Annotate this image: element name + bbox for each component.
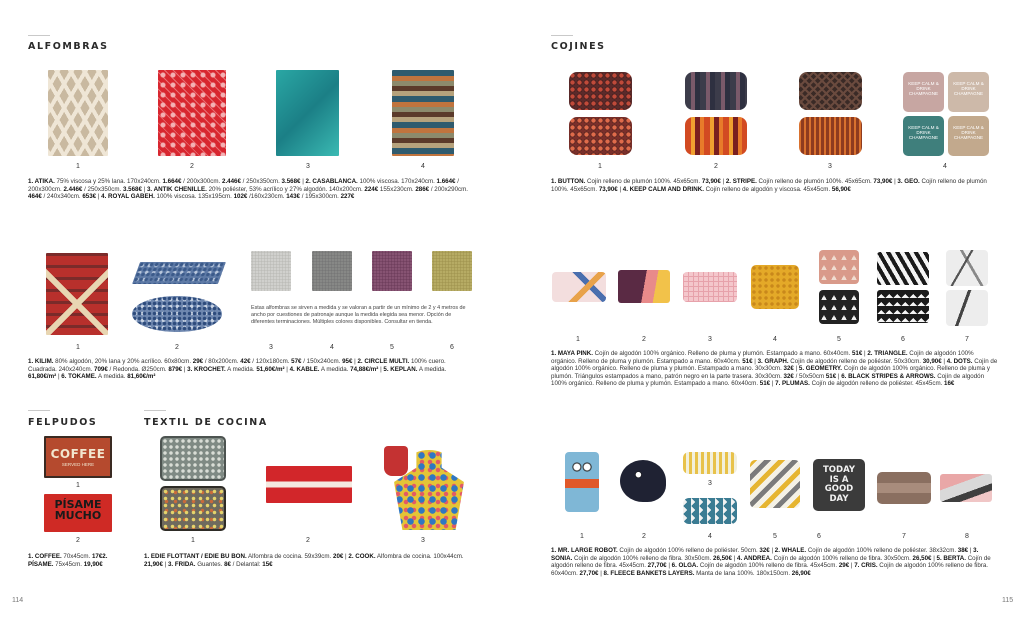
description-text-run: | xyxy=(968,547,974,554)
description-text-run: | xyxy=(598,569,604,577)
description-text-run: 70x45cm. xyxy=(61,553,92,560)
description-text-run: A medida. xyxy=(319,365,351,373)
fleece-blanket-layers-image xyxy=(940,474,992,502)
description-bold-run: 1.664€ xyxy=(162,178,182,185)
rug-krochet-swatch xyxy=(251,251,291,291)
item-number: 3 xyxy=(708,336,712,343)
description-bold-run: 3. KROCHET. xyxy=(187,365,226,373)
description-text-run: Cojín de algodón relleno de poliéster. 50x30cm. xyxy=(788,357,923,365)
item-number: 1 xyxy=(76,482,80,489)
description-bold-run: 38€ xyxy=(957,547,969,554)
item-number: 5 xyxy=(837,336,841,343)
description-text-run: Cojín de algodón 100% orgánico. Relleno de pluma y plumón. Estampado a mano. 30x30cm. xyxy=(551,357,998,373)
description-text-run: | xyxy=(343,553,349,560)
description-bold-run: 4. KABLE. xyxy=(289,365,320,373)
description-bold-run: 16€ xyxy=(944,380,955,388)
description-bold-run: 2. WHALE. xyxy=(774,547,807,554)
cushion-whale-image xyxy=(620,460,666,502)
description-text-run: Cojín de algodón 100% relleno de fibra. 60x40cm. xyxy=(551,562,988,577)
cushion-geometry-bottom-image xyxy=(819,290,859,324)
kitchen-rug-cook-image xyxy=(266,466,352,503)
custom-size-note: Estas alfombras se sirven a medida y se valoran a partir de un mínimo de 2 y 4 metros de ancho por cuestiones de patronaje aunque la medida elegida sea menor. Opción de diferentes terminaciones. Múltiples colores disponibles. Consultar en tienda. xyxy=(251,305,466,325)
description-text-run: Cojín relleno de plumón 100%. 45x65cm. xyxy=(551,178,987,193)
description-bold-run: 26,90€ xyxy=(791,569,811,577)
description-bold-run: 2. PÍSAME. xyxy=(28,553,108,568)
description-text-run: Alfombra de cocina. 100x44cm. xyxy=(375,553,464,560)
item-number: 6 xyxy=(817,533,821,540)
section-title-cojines: COJINES xyxy=(551,41,606,52)
description-text-run: Cojín de algodón 100% relleno de poliéster. 38x32cm. xyxy=(806,547,958,554)
description-bold-run: 4. KEEP CALM AND DRINK. xyxy=(622,185,704,193)
section-title-textil-de-cocina: TEXTIL DE COCINA xyxy=(144,417,268,428)
description-bold-run: 30,90€ xyxy=(922,357,942,365)
section-rule xyxy=(28,410,50,411)
description-text-run: 155x230cm. xyxy=(378,185,416,193)
cushion-geometry-top-image xyxy=(819,250,859,284)
item-number: 2 xyxy=(76,537,80,544)
cushion-triangle-image xyxy=(618,270,670,303)
section-rule xyxy=(28,35,50,36)
description-text-run: Cojín de algodón 100% orgánico. Relleno de pluma y plumón. Estampado a mano. 60x40cm. xyxy=(551,372,985,388)
description-text-run: 20% poliéster, 53% acrílico y 27% algodón. 140x200cm. xyxy=(206,185,365,193)
description-text-run: | xyxy=(836,372,842,380)
cushion-keep-calm-2-image: KEEP CALM & DRINK CHAMPAGNE xyxy=(948,72,989,112)
description-bold-run: 7. CRIS. xyxy=(854,562,878,570)
item-number: 2 xyxy=(642,533,646,540)
description-bold-run: 7. PLUMAS. xyxy=(775,380,810,388)
cushion-robot-image xyxy=(565,452,599,512)
item-number: 3 xyxy=(269,344,273,351)
item-number: 8 xyxy=(965,533,969,540)
description-text-run: Cojín de algodón 100% orgánico. Relleno de pluma y plumón. Estampado a mano. 60x40cm. xyxy=(551,350,974,365)
description-bold-run: 51€ xyxy=(742,357,753,365)
cushion-andrea-image xyxy=(683,498,737,524)
description-text-run: | xyxy=(141,185,147,193)
description-bold-run: 73,90€ xyxy=(701,178,721,185)
description-text-run: | xyxy=(862,350,868,357)
item-number: 1 xyxy=(191,537,195,544)
description-bold-run: 6. BLACK STRIPES & ARROWS. xyxy=(841,372,936,380)
description-bold-run: 4. DOTS. xyxy=(946,357,973,365)
cushion-button-bottom-image xyxy=(569,117,632,155)
section-title-alfombras: ALFOMBRAS xyxy=(28,41,109,52)
description-bold-run: 32€ xyxy=(783,365,794,373)
rug-tokame-swatch xyxy=(432,251,472,291)
description-text-run: Cojín relleno de algodón y viscosa. 45x45cm. xyxy=(703,185,832,193)
rug-keplan-swatch xyxy=(372,251,412,291)
description-text-run: | xyxy=(378,365,384,373)
description-bold-run: 143€ xyxy=(286,193,300,201)
description-text-run: | xyxy=(96,193,102,201)
description-text-run: | xyxy=(182,365,188,373)
description-text-run: 100% viscosa. 135x195cm. xyxy=(154,193,234,201)
description-text-run: Cojín de algodón 100% relleno de fibra. 30x50cm. xyxy=(771,554,913,562)
page-number-left: 114 xyxy=(12,597,24,604)
section-title-felpudos: FELPUDOS xyxy=(28,417,98,428)
description-bold-run: 20€ xyxy=(333,553,344,560)
description-text-run: / 240x340cm. xyxy=(41,193,83,201)
cushions-row3-description xyxy=(551,547,998,577)
description-bold-run: 464€ xyxy=(28,193,42,201)
description-bold-run: 6. OLGA. xyxy=(671,562,699,570)
cushion-cris-image xyxy=(877,472,931,504)
description-bold-run: 1. MR. LARGE ROBOT. xyxy=(551,547,618,554)
description-bold-run: 224€ xyxy=(364,185,379,193)
description-bold-run: 2. STRIPE. xyxy=(725,178,757,185)
description-bold-run: 27,70€ xyxy=(579,569,599,577)
item-number: 2 xyxy=(714,163,718,170)
item-number: 2 xyxy=(642,336,646,343)
doormat-served-text: SERVED HERE xyxy=(61,462,95,467)
cushion-keep-calm-4-image: KEEP CALM & DRINK CHAMPAGNE xyxy=(948,116,989,156)
description-bold-run: 2. TRIANGLE. xyxy=(867,350,908,357)
description-text-run: | xyxy=(941,357,947,365)
description-text-run: / 250x350cm. xyxy=(240,178,282,185)
description-bold-run: 32€ xyxy=(759,547,770,554)
description-bold-run: 74,88€/m² xyxy=(350,365,379,373)
description-text-run: Cojín de algodón 100% relleno de poliéster. 50cm. xyxy=(617,547,760,554)
description-text-run: | xyxy=(666,562,672,570)
cushion-button-top-image xyxy=(569,72,632,110)
cushion-geo-bottom-image xyxy=(799,117,862,155)
description-bold-run: 6. TOKAME. xyxy=(61,373,97,381)
description-bold-run: 1. COFFEE. xyxy=(28,553,62,560)
kitchen-textile-description xyxy=(144,553,474,568)
description-bold-run: 29€ xyxy=(838,562,850,570)
description-text-run: Cojín de algodón 100% orgánico. Relleno de pluma y plumón. Triángulos estampados a mano, patrón negro en la parte trasera. 30x30cm. xyxy=(551,365,990,380)
description-bold-run: 3. SONIA. xyxy=(551,547,979,562)
description-bold-run: 51,60€/m² xyxy=(256,365,285,373)
description-text-run: /160x230cm. xyxy=(247,193,287,201)
description-text-run: Cojín relleno de plumón 100%. 45x65cm. xyxy=(585,178,702,185)
description-text-run: | xyxy=(720,178,726,185)
description-text-run: / 250x350cm. xyxy=(82,185,123,193)
description-bold-run: 61,80€/m² xyxy=(28,373,57,381)
item-number: 4 xyxy=(708,533,712,540)
description-bold-run: 19,90€ xyxy=(83,560,103,568)
description-bold-run: 3. ANTIK CHENILLE. xyxy=(146,185,207,193)
description-bold-run: 5. KEPLAN. xyxy=(383,365,418,373)
description-text-run: | xyxy=(849,562,855,570)
description-text-run: | xyxy=(617,185,623,193)
description-bold-run: 51€ xyxy=(759,380,771,388)
description-text-run: / Redonda. Ø250cm. xyxy=(107,365,169,373)
cushion-keep-calm-3-image: KEEP CALM & DRINK CHAMPAGNE xyxy=(903,116,944,156)
item-number: 3 xyxy=(828,163,832,170)
description-bold-run: 26,50€ xyxy=(713,554,732,562)
kitchen-rug-edie-bu-bon-image xyxy=(160,486,226,531)
description-text-run: A medida. xyxy=(417,365,447,373)
cushion-plumas-bottom-image xyxy=(946,290,988,326)
description-text-run: 75% viscosa y 25% lana. 170x240cm. xyxy=(54,178,163,185)
description-text-run: Cojín de algodón 100% orgánico. Relleno de pluma y plumón. Estampado a mano. 60x40cm. xyxy=(592,350,852,357)
description-bold-run: 8. FLEECE BANKETS LAYERS. xyxy=(603,569,695,577)
cushion-geo-top-image xyxy=(799,72,862,110)
description-bold-run: 2.446€ xyxy=(222,178,241,185)
description-text-run: | xyxy=(352,358,358,365)
description-text-run: Manta de lana 100%. 180x150cm. xyxy=(694,569,792,577)
description-bold-run: 32€ xyxy=(783,372,794,380)
description-bold-run: 3.568€ xyxy=(122,185,142,193)
cushion-dots-image xyxy=(751,265,799,309)
cushion-maya-pink-image xyxy=(552,272,606,302)
description-text-run: A medida. xyxy=(96,373,128,381)
description-bold-run: 51€ xyxy=(851,350,863,357)
cushion-sonia-image xyxy=(683,452,737,474)
description-bold-run: 879€ xyxy=(168,365,183,373)
cushions-row2-description xyxy=(551,350,998,388)
item-number: 7 xyxy=(965,336,969,343)
description-bold-run: 21,90€ xyxy=(144,560,163,568)
description-bold-run: 286€ xyxy=(415,185,430,193)
cushion-olga-image: TODAY IS A GOOD DAY xyxy=(813,459,865,511)
description-bold-run: 4. ROYAL GABEH. xyxy=(101,193,155,201)
doormat-pisame-image xyxy=(44,494,112,532)
description-bold-run: 4. ANDREA. xyxy=(737,554,772,562)
description-bold-run: 42€ xyxy=(240,358,251,365)
description-bold-run: 227€ xyxy=(340,193,355,201)
cushion-stripe-bottom-image xyxy=(685,117,747,155)
item-number: 6 xyxy=(901,336,905,343)
rugs-description xyxy=(28,178,473,201)
description-text-run: | xyxy=(892,178,898,185)
description-text-run: | xyxy=(793,365,799,373)
item-number: 5 xyxy=(390,344,394,351)
description-bold-run: 17€ xyxy=(91,553,103,560)
description-bold-run: 3. FRIDA. xyxy=(167,560,196,568)
description-text-run: / 50x50cm xyxy=(793,372,826,380)
rug-royal-gabeh-image xyxy=(392,70,454,156)
description-bold-run: 3. GEO. xyxy=(897,178,920,185)
description-text-run: 100% viscosa. 170x240cm. xyxy=(357,178,437,185)
custom-rugs-description xyxy=(28,358,473,381)
description-text-run: 100% cuero. Cuadrada. 240x240cm. xyxy=(28,358,446,373)
description-bold-run: 95€ xyxy=(342,358,353,365)
cushion-keep-calm-1-image: KEEP CALM & DRINK CHAMPAGNE xyxy=(903,72,944,112)
cushion-arrows-image xyxy=(877,290,929,323)
description-text-run: / 80x200cm. xyxy=(203,358,241,365)
description-text-run: Alfombra de cocina. 59x39cm. xyxy=(246,553,333,560)
description-text-run: / 200x290cm. xyxy=(429,185,468,193)
description-bold-run: 8€ xyxy=(224,560,231,568)
item-number: 1 xyxy=(76,344,80,351)
doormat-coffee-text: COFFEE xyxy=(50,447,106,461)
cushion-graph-image xyxy=(683,272,737,302)
rug-circle-multi-round-image xyxy=(132,296,222,332)
description-text-run: / 120x180cm. xyxy=(250,358,292,365)
description-text-run: Cojín de algodón relleno de fibra. 45x45cm. xyxy=(551,554,991,570)
item-number: 4 xyxy=(773,336,777,343)
description-bold-run: 1.664€ xyxy=(436,178,456,185)
rug-casablanca-image xyxy=(158,70,226,156)
item-number: 2 xyxy=(190,163,194,170)
cushion-black-stripes-image xyxy=(877,252,929,285)
cushion-stripe-top-image xyxy=(685,72,747,110)
description-bold-run: 1. MAYA PINK. xyxy=(551,350,593,357)
cushions-row1-description xyxy=(551,178,998,193)
item-number: 5 xyxy=(773,533,777,540)
description-bold-run: 2.446€ xyxy=(63,185,83,193)
description-bold-run: 56,90€ xyxy=(831,185,851,193)
description-bold-run: 5. BERTA. xyxy=(936,554,966,562)
rug-atika-image xyxy=(48,70,108,156)
description-bold-run: 1. ATIKA. xyxy=(28,178,55,185)
item-number: 1 xyxy=(76,163,80,170)
description-bold-run: 3.568€ xyxy=(281,178,301,185)
description-text-run: | xyxy=(752,357,758,365)
item-number: 1 xyxy=(580,533,584,540)
description-bold-run: 2. CASABLANCA. xyxy=(305,178,358,185)
item-number: 7 xyxy=(902,533,906,540)
doormat-coffee-image xyxy=(44,436,112,478)
description-bold-run: 1. KILIM. xyxy=(28,358,54,365)
description-bold-run: 73,90€ xyxy=(598,185,618,193)
description-bold-run: 81,60€/m² xyxy=(127,373,156,381)
item-number: 4 xyxy=(421,163,425,170)
description-text-run: / Delantal: xyxy=(230,560,263,568)
cushion-plumas-top-image xyxy=(946,250,988,286)
doormats-description xyxy=(28,553,128,568)
item-number: 2 xyxy=(306,537,310,544)
description-bold-run: 709€ xyxy=(94,365,108,373)
description-text-run: | xyxy=(769,547,775,554)
description-text-run: | xyxy=(931,554,937,562)
item-number: 6 xyxy=(450,344,454,351)
description-text-run: / 195x300cm. xyxy=(299,193,341,201)
kitchen-rug-edie-flottant-image xyxy=(160,436,226,481)
item-number: 1 xyxy=(576,336,580,343)
description-text-run: | xyxy=(56,373,62,381)
description-text-run: | xyxy=(284,365,290,373)
description-text-run: 80% algodón, 20% lana y 20% acrílico. 60x80cm. xyxy=(53,358,193,365)
description-bold-run: 27,70€ xyxy=(647,562,667,570)
description-bold-run: 51€ xyxy=(825,372,837,380)
description-bold-run: 1. BUTTON. xyxy=(551,178,586,185)
description-text-run: Cojín relleno de plumón 100%. 45x65cm. xyxy=(756,178,874,185)
description-text-run: Cojín de algodón relleno de poliéster. 45x45cm. xyxy=(809,380,945,388)
description-text-run: | xyxy=(731,554,737,562)
description-bold-run: 15€ xyxy=(262,560,273,568)
rug-circle-multi-square-image xyxy=(132,262,226,284)
rug-kable-swatch xyxy=(312,251,352,291)
description-text-run: | xyxy=(770,380,776,388)
description-text-run: / 200x300cm. xyxy=(28,178,459,193)
item-number: 3 xyxy=(708,480,712,487)
item-number: 4 xyxy=(943,163,947,170)
description-text-run: | xyxy=(300,178,306,185)
description-text-run: Guantes. xyxy=(195,560,225,568)
item-number: 3 xyxy=(421,537,425,544)
doormat-pisame-line1: PÍSAME xyxy=(54,498,102,511)
item-number: 1 xyxy=(598,163,602,170)
description-bold-run: 26,50€ xyxy=(912,554,932,562)
description-bold-run: 2. CIRCLE MULTI. xyxy=(357,358,410,365)
description-text-run: Cojín de algodón 100% relleno de fibra. 45x45cm. xyxy=(698,562,839,570)
description-text-run: | xyxy=(162,560,168,568)
description-text-run: 75x45cm. xyxy=(53,560,84,568)
rug-antik-chenille-image xyxy=(276,70,339,156)
page-number-right: 115 xyxy=(1002,597,1014,604)
item-number: 2 xyxy=(175,344,179,351)
rug-kilim-image xyxy=(46,253,108,335)
description-text-run: A medida. xyxy=(225,365,257,373)
description-text-run: / 150x240cm. xyxy=(301,358,343,365)
description-bold-run: 1. EDIE FLOTTANT / EDIE BU BON. xyxy=(144,553,247,560)
description-bold-run: 653€ xyxy=(82,193,97,201)
description-bold-run: 57€ xyxy=(291,358,302,365)
doormat-pisame-line2: MUCHO xyxy=(54,509,102,522)
description-text-run: Cojín de algodón 100% relleno de fibra. 30x50cm. xyxy=(572,554,714,562)
item-number: 4 xyxy=(330,344,334,351)
description-bold-run: 102€ xyxy=(233,193,248,201)
item-number: 3 xyxy=(306,163,310,170)
description-bold-run: 2. COOK. xyxy=(348,553,376,560)
description-bold-run: 73,90€ xyxy=(873,178,893,185)
section-rule xyxy=(551,35,573,36)
section-rule xyxy=(144,410,166,411)
description-bold-run: 5. GEOMETRY. xyxy=(798,365,842,373)
description-bold-run: 29€ xyxy=(192,358,204,365)
cushion-berta-image xyxy=(750,460,800,508)
description-bold-run: 3. GRAPH. xyxy=(757,357,789,365)
frida-gloves-image xyxy=(384,446,408,476)
description-text-run: / 200x300cm. xyxy=(181,178,222,185)
